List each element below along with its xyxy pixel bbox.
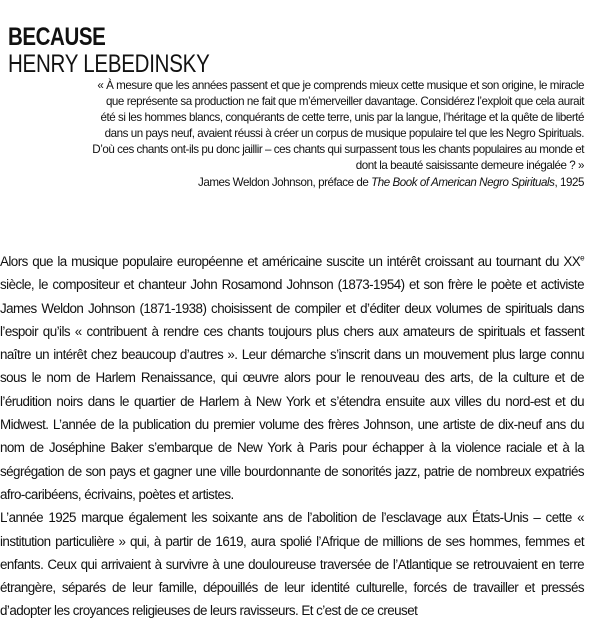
paragraph-2: L’année 1925 marque également les soixante ans de l’abolition de l’esclavage aux États-Unis – cette « institution particulière » qui, à partir de 1619, aura spolié l’Afrique de millions de ses hommes, femmes et enfants. Ceux qui arrivaient à survivre à une douloureuse traversée de l’Atlantique se retrouvaient en terre étrangère, séparés de leur famille, dépouillés de leur identité culturelle, forcés de travailler et pressés d’adopter les croyances religieuses de leurs ravisseurs. Et c’est de ce creuset: [0, 510, 584, 619]
epigraph-source-book: The Book of American Negro Spirituals: [371, 176, 555, 190]
epigraph-source: [90, 175, 584, 191]
epigraph: [90, 78, 584, 191]
document-page: [8, 24, 592, 78]
epigraph-quote: « À mesure que les années passent et que je comprends mieux cette musique et son origine, le miracle que représente sa production ne fait que m’émerveiller davantage. Considérez l’exploit que cela aurait été si les hommes blancs, conquérants de cette terre, unis par la langue, l’héritage et la quête de liberté dans un pays neuf, avaient réussi à créer un corpus de musique populaire tel que les Negro Spirituals. D’où ces chants ont-ils pu donc jaillir – ces chants qui surpassent tous les chants populaires au monde et dont la beauté saisissante demeure inégalée ? »: [92, 79, 584, 172]
epigraph-source-suffix: , 1925: [554, 176, 584, 190]
paragraph-1-rest: siècle, le compositeur et chanteur John Rosamond Johnson (1873-1954) et son frère le poète et activiste James Weldon Johnson (1871-1938) choisissent de compiler et d’éditer deux volumes de spirituals dans l’espoir qu’ils « contribuent à rendre ces chants toujours plus chers aux amateurs de spirituals et fassent naître un intérêt chez beaucoup d’autres ». Leur démarche s’inscrit dans un mouvement plus large connu sous le nom de Harlem Renaissance, qui œuvre alors pour le renouveau des arts, de la culture et de l’érudition noirs dans le quartier de Harlem à New York et s’étendra ensuite aux villes du nord-est et du Midwest. L’année de la publication du premier volume des frères Johnson, une artiste de dix-neuf ans du nom de Joséphine Baker s’embarque de New York à Paris pour échapper à la violence raciale et à la ségrégation de son pays et gagner une ville bourdonnante de sonorités jazz, patrie de nombreux expatriés afro-caribéens, écrivains, poètes et artistes.: [0, 277, 584, 502]
paragraph-1: [0, 250, 584, 506]
body-text: [0, 250, 584, 623]
paragraph-1-start: Alors que la musique populaire européenne et américaine suscite un intérêt croissant au tournant du XX: [0, 254, 581, 269]
century-superscript: e: [580, 253, 584, 263]
document-author: HENRY LEBEDINSKY: [8, 50, 210, 78]
document-title: BECAUSE: [8, 23, 106, 51]
epigraph-source-prefix: James Weldon Johnson, préface de: [198, 176, 372, 190]
